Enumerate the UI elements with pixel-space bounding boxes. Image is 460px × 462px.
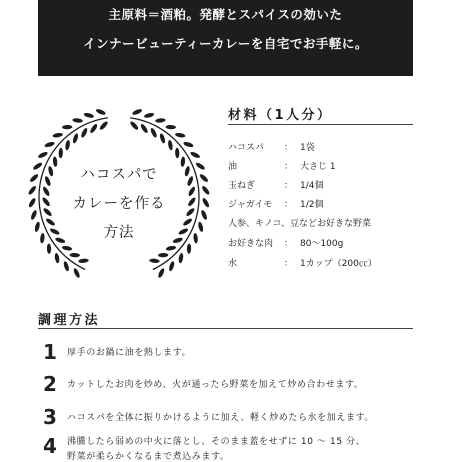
step-text: 野菜が柔らかくなるまで煮込みます。 [67,452,230,462]
banner-line-1: 主原料＝酒粕。発酵とスパイスの効いた [108,7,343,22]
ingredients-title: 材料（1人分） [228,108,333,123]
ingredient-colon: ： [284,239,294,249]
ingredient-colon: ： [284,181,294,191]
ingredient-amount: 1/2個 [300,200,324,210]
ingredient-name: 玉ねぎ [228,181,256,191]
wreath-title-line-3: 方法 [103,225,135,241]
wreath-title-line-1: ハコスパで [80,167,158,183]
ingredient-amount: 1カップ（200㏄） [300,259,377,269]
ingredient-amount: 大さじ 1 [300,162,336,172]
ingredient-note: 人参、キノコ、豆などお好きな野菜 [228,219,372,229]
step-number: 2 [43,372,57,396]
ingredient-colon: ： [284,259,294,269]
ingredient-name: ハコスパ [228,143,265,153]
wreath-title-line-2: カレーを作る [72,196,166,212]
banner-line-2: インナービューティーカレーを自宅でお手軽に。 [83,36,368,51]
cooking-divider [38,328,413,329]
ingredient-colon: ： [284,143,294,153]
ingredient-amount: 1/4個 [300,181,324,191]
ingredients-divider [228,124,413,125]
ingredient-amount: 1袋 [300,143,315,153]
step-number: 1 [43,340,57,364]
ingredient-amount: 80〜100g [300,239,344,249]
ingredient-name: 油 [228,162,238,172]
wreath-title [25,103,213,291]
step-text: 厚手のお鍋に油を熱します。 [67,348,192,358]
step-number: 3 [43,405,57,429]
step-number: 4 [43,434,57,458]
ingredient-name: お好きな肉 [228,239,274,249]
ingredient-colon: ： [284,200,294,210]
ingredient-name: 水 [228,259,238,269]
header-banner [38,0,413,76]
ingredient-colon: ： [284,162,294,172]
cooking-title: 調理方法 [38,313,101,328]
step-text: ハコスパを全体に振りかけるように加え、軽く炒めたら水を加えます。 [67,413,375,423]
ingredient-name: ジャガイモ [228,200,273,210]
step-text: 沸騰したら弱めの中火に落とし、そのまま蓋をせずに 10 〜 15 分、 [67,437,366,447]
step-text: カットしたお肉を炒め、火が通ったら野菜を加えて炒め合わせます。 [67,380,364,390]
